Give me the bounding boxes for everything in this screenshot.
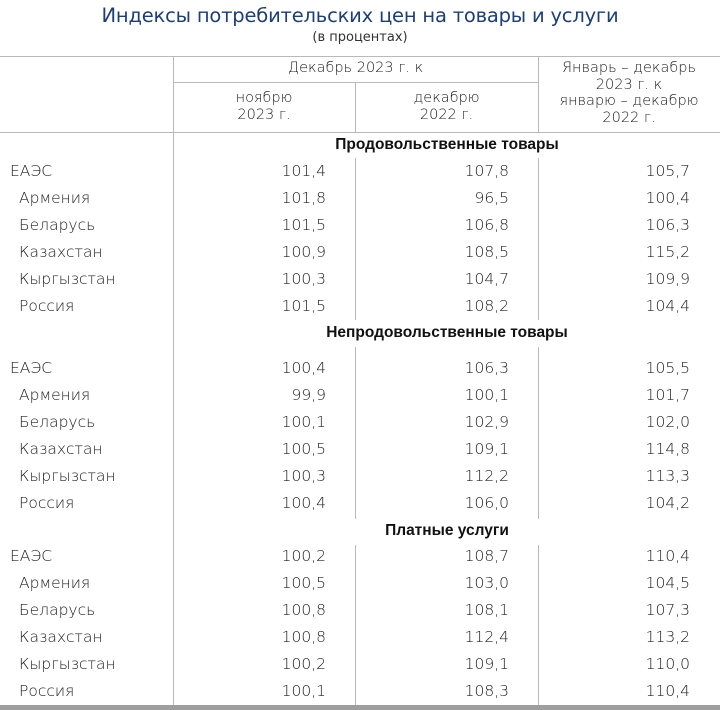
value-dec: 104,7 — [464, 270, 509, 288]
header-group-label: Декабрь 2023 г. к — [287, 60, 424, 76]
row-label: Кыргызстан — [19, 655, 116, 673]
value-annual: 102,0 — [645, 413, 690, 431]
table-row — [0, 436, 720, 463]
row-label: ЕАЭС — [10, 547, 53, 565]
table-row — [0, 355, 720, 382]
section-title-services: Платные услуги — [385, 522, 509, 539]
value-nov: 100,1 — [281, 413, 326, 431]
value-dec: 103,0 — [464, 574, 509, 592]
table-row — [0, 185, 720, 212]
row-label: ЕАЭС — [10, 162, 53, 180]
row-label: ЕАЭС — [10, 359, 53, 377]
value-nov: 100,4 — [281, 359, 326, 377]
row-label: Россия — [19, 494, 75, 512]
table-row — [0, 158, 720, 185]
row-label: Россия — [19, 297, 75, 315]
row-label: Россия — [19, 682, 75, 700]
value-nov: 100,1 — [281, 682, 326, 700]
value-dec: 108,2 — [464, 297, 509, 315]
table-row — [0, 409, 720, 436]
table-row — [0, 266, 720, 293]
value-annual: 105,7 — [645, 162, 690, 180]
table-row — [0, 490, 720, 517]
table-row — [0, 678, 720, 705]
value-dec: 106,8 — [464, 216, 509, 234]
value-dec: 112,2 — [464, 467, 509, 485]
table-row — [0, 624, 720, 651]
value-annual: 107,3 — [645, 601, 690, 619]
row-label: Казахстан — [19, 628, 103, 646]
value-annual: 110,0 — [645, 655, 690, 673]
value-annual: 105,5 — [645, 359, 690, 377]
value-nov: 100,8 — [281, 601, 326, 619]
header-col-dec-2022: декабрю 2022 г. — [413, 90, 480, 123]
value-dec: 109,1 — [464, 655, 509, 673]
value-nov: 101,5 — [281, 216, 326, 234]
value-nov: 99,9 — [291, 386, 326, 404]
value-dec: 112,4 — [464, 628, 509, 646]
row-label: Беларусь — [19, 601, 96, 619]
value-nov: 100,5 — [281, 574, 326, 592]
value-nov: 101,8 — [281, 189, 326, 207]
value-nov: 100,3 — [281, 467, 326, 485]
value-nov: 100,3 — [281, 270, 326, 288]
table-row — [0, 543, 720, 570]
table-row — [0, 382, 720, 409]
table-row — [0, 463, 720, 490]
value-nov: 100,5 — [281, 440, 326, 458]
value-dec: 96,5 — [474, 189, 509, 207]
row-label: Беларусь — [19, 216, 96, 234]
value-dec: 108,1 — [464, 601, 509, 619]
section-title-nonfood: Непродовольственные товары — [326, 324, 568, 341]
value-dec: 106,0 — [464, 494, 509, 512]
value-nov: 100,2 — [281, 655, 326, 673]
value-dec: 109,1 — [464, 440, 509, 458]
table-row — [0, 239, 720, 266]
header-col-annual: Январь – декабрь 2023 г. к январю – декабрю 2022 г. — [559, 60, 699, 126]
value-annual: 110,4 — [645, 547, 690, 565]
page-title: Индексы потребительских цен на товары и услуги — [101, 4, 619, 27]
value-annual: 109,9 — [645, 270, 690, 288]
row-label: Армения — [19, 574, 91, 592]
value-annual: 100,4 — [645, 189, 690, 207]
value-nov: 100,9 — [281, 243, 326, 261]
value-dec: 108,3 — [464, 682, 509, 700]
value-dec: 108,5 — [464, 243, 509, 261]
header-bottom-border — [0, 132, 720, 133]
value-nov: 100,8 — [281, 628, 326, 646]
table-row — [0, 651, 720, 678]
section-title-food: Продовольственные товары — [335, 136, 559, 153]
row-label: Казахстан — [19, 243, 103, 261]
value-annual: 113,2 — [645, 628, 690, 646]
value-dec: 107,8 — [464, 162, 509, 180]
value-nov: 101,4 — [281, 162, 326, 180]
value-annual: 104,2 — [645, 494, 690, 512]
table-row — [0, 212, 720, 239]
value-annual: 113,3 — [645, 467, 690, 485]
row-label: Армения — [19, 189, 91, 207]
row-label: Беларусь — [19, 413, 96, 431]
value-annual: 104,4 — [645, 297, 690, 315]
value-dec: 108,7 — [464, 547, 509, 565]
row-label: Казахстан — [19, 440, 103, 458]
value-nov: 100,4 — [281, 494, 326, 512]
row-label: Армения — [19, 386, 91, 404]
value-annual: 106,3 — [645, 216, 690, 234]
units-subtitle: (в процентах) — [312, 30, 408, 45]
header-col-nov-2023: ноябрю 2023 г. — [235, 90, 293, 123]
row-label: Кыргызстан — [19, 467, 116, 485]
value-annual: 110,4 — [645, 682, 690, 700]
table-top-border — [0, 56, 720, 57]
value-nov: 101,5 — [281, 297, 326, 315]
value-annual: 115,2 — [645, 243, 690, 261]
value-nov: 100,2 — [281, 547, 326, 565]
table-row — [0, 570, 720, 597]
row-label: Кыргызстан — [19, 270, 116, 288]
value-dec: 102,9 — [464, 413, 509, 431]
value-annual: 104,5 — [645, 574, 690, 592]
value-annual: 114,8 — [645, 440, 690, 458]
table-row — [0, 293, 720, 320]
table-row — [0, 597, 720, 624]
value-dec: 100,1 — [464, 386, 509, 404]
value-dec: 106,3 — [464, 359, 509, 377]
value-annual: 101,7 — [645, 386, 690, 404]
table-bottom-border — [0, 705, 720, 710]
